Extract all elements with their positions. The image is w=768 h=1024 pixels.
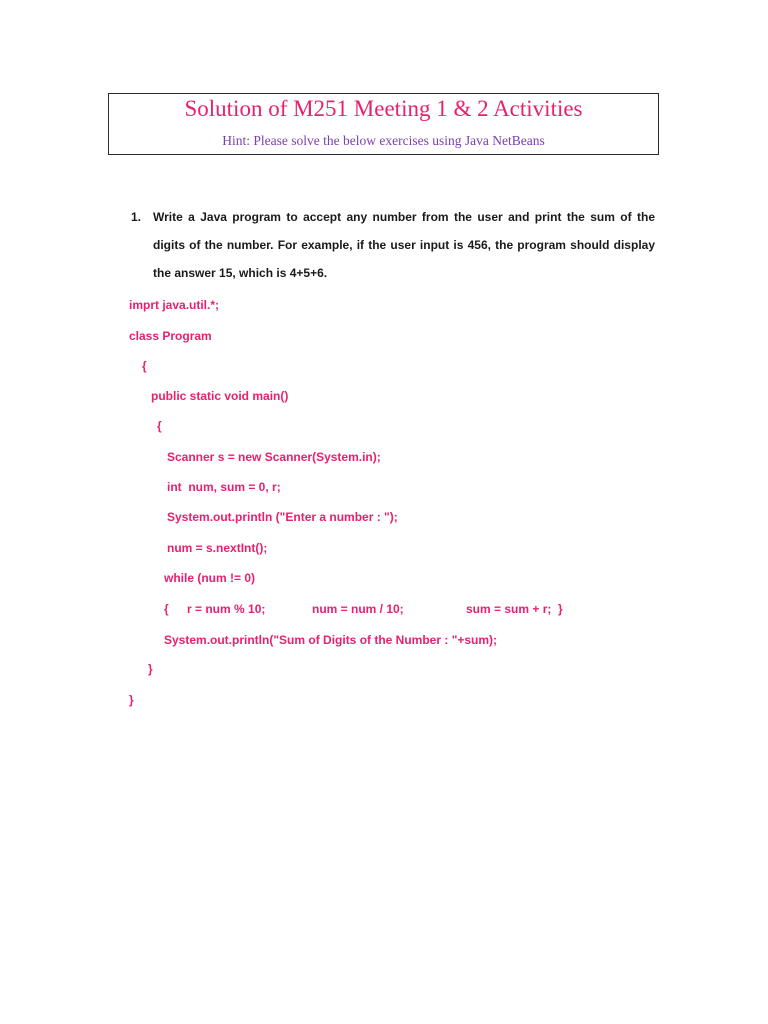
code-line-while: while (num != 0) bbox=[164, 571, 256, 585]
code-line-loop-num: num = num / 10; bbox=[312, 602, 404, 616]
question-number: 1. bbox=[131, 210, 142, 224]
question-text: Write a Java program to accept any number from the user and print the sum of the digits of the number. For example, if the user input is 456, the program should display the answer 15, which is 4+5+6. bbox=[153, 210, 655, 280]
title-box bbox=[108, 93, 659, 155]
hint-text: Hint: Please solve the below exercises using Java NetBeans bbox=[222, 133, 545, 148]
code-line-read: num = s.nextInt(); bbox=[167, 541, 268, 555]
code-line-loop-open: { bbox=[164, 602, 169, 616]
code-line-print-sum: System.out.println("Sum of Digits of the Number : "+sum); bbox=[164, 633, 498, 647]
code-line-loop-r: r = num % 10; bbox=[187, 602, 266, 616]
code-line-import: imprt java.util.*; bbox=[129, 298, 220, 312]
code-line-main-open: { bbox=[157, 419, 162, 433]
code-line-main-close: } bbox=[148, 662, 153, 676]
code-line-loop-sum: sum = sum + r; } bbox=[466, 602, 563, 616]
code-line-class-decl: class Program bbox=[129, 329, 212, 343]
code-line-prompt: System.out.println ("Enter a number : "); bbox=[167, 510, 398, 524]
code-line-vars: int num, sum = 0, r; bbox=[167, 480, 281, 494]
document-title: Solution of M251 Meeting 1 & 2 Activities bbox=[184, 96, 583, 121]
code-line-scanner: Scanner s = new Scanner(System.in); bbox=[167, 450, 381, 464]
code-line-main-decl: public static void main() bbox=[151, 389, 289, 403]
code-line-class-open: { bbox=[142, 359, 147, 373]
code-line-class-close: } bbox=[129, 693, 134, 707]
